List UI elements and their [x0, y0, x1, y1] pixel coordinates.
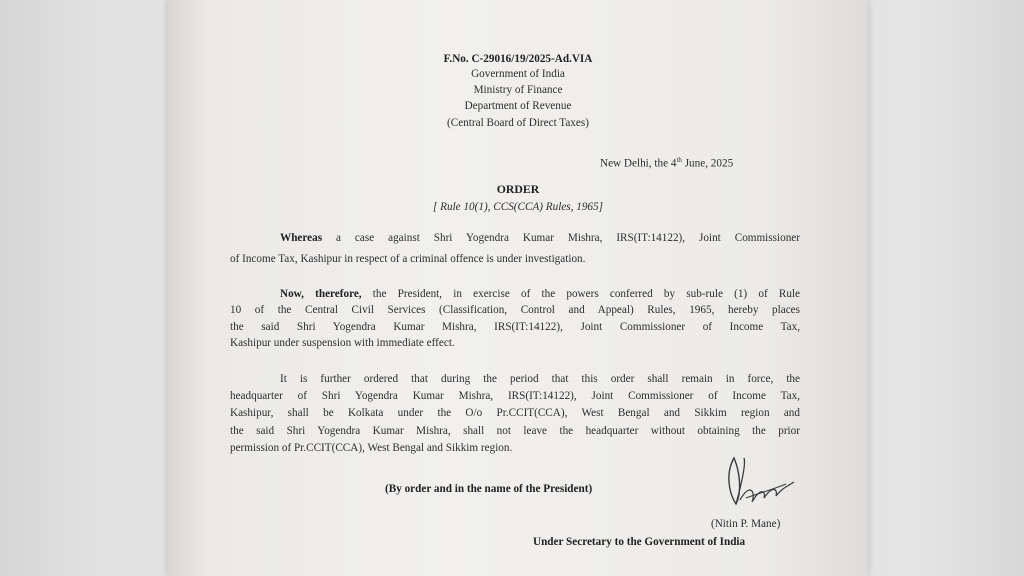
para1-line2: of Income Tax, Kashipur in respect of a criminal offence is under investigation.: [230, 253, 586, 265]
para3-line4: the said Shri Yogendra Kumar Mishra, shall not leave the headquarter without obtaining the prior: [230, 425, 800, 437]
para3-line3: Kashipur, shall be Kolkata under the O/o Pr.CCIT(CCA), West Bengal and Sikkim region and: [230, 407, 800, 419]
signature-mark: [716, 452, 806, 522]
file-number: F.No. C-29016/19/2025-Ad.VIA: [443, 53, 593, 65]
para3-line1: It is further ordered that during the period that this order shall remain in force, the: [280, 373, 800, 385]
govt-line: Government of India: [471, 68, 565, 80]
signatory-designation: Under Secretary to the Government of India: [533, 536, 746, 548]
para2-line4: Kashipur under suspension with immediate effect.: [230, 337, 455, 349]
by-order-line: (By order and in the name of the President): [385, 483, 593, 495]
ministry-line: Ministry of Finance: [473, 84, 563, 96]
order-title: ORDER: [496, 182, 540, 196]
place-date: New Delhi, the 4th June, 2025: [600, 156, 734, 170]
order-document: [168, 0, 868, 576]
signatory-name: (Nitin P. Mane): [711, 518, 781, 530]
department-line: Department of Revenue: [464, 100, 572, 112]
para3-line5: permission of Pr.CCIT(CCA), West Bengal and Sikkim region.: [230, 442, 513, 454]
para2-line3: the said Shri Yogendra Kumar Mishra, IRS(IT:14122), Joint Commissioner of Income Tax,: [230, 321, 800, 333]
para3-line2: headquarter of Shri Yogendra Kumar Mishra, IRS(IT:14122), Joint Commissioner of Income Tax,: [230, 390, 800, 402]
para2-line2: 10 of the Central Civil Services (Classification, Control and Appeal) Rules, 1965, hereby places: [230, 304, 800, 316]
para1-line1: Whereas a case against Shri Yogendra Kumar Mishra, IRS(IT:14122), Joint Commissioner: [280, 232, 800, 244]
order-rule: [ Rule 10(1), CCS(CCA) Rules, 1965]: [433, 201, 603, 213]
board-line: (Central Board of Direct Taxes): [447, 117, 589, 129]
para2-line1: Now, therefore, the President, in exercise of the powers conferred by sub-rule (1) of Rule: [280, 288, 800, 300]
